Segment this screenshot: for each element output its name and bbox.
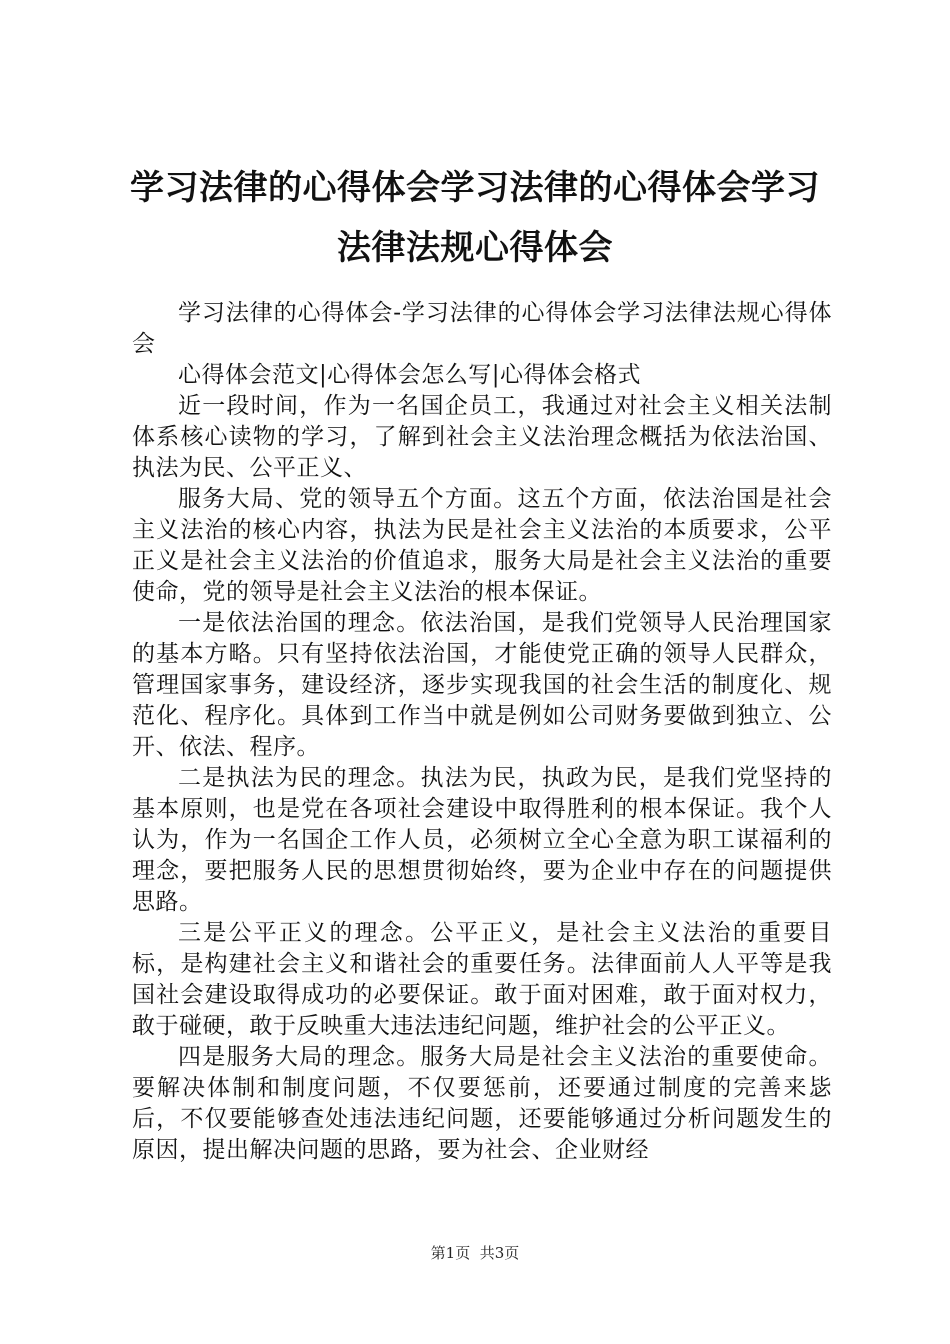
paragraph-subtitle: 学习法律的心得体会-学习法律的心得体会学习法律法规心得体会 [132,300,832,357]
page-number: 第1页 [430,1244,471,1262]
document-body [132,298,832,1166]
paragraph-overview: 服务大局、党的领导五个方面。这五个方面，依法治国是社会主义法治的核心内容，执法为民是社会主义法治的本质要求，公平正义是社会主义法治的价值追求，服务大局是社会主义法治的重要使命，党的领导是社会主义法治的根本保证。 [132,486,832,605]
page-total: 共3页 [479,1244,520,1262]
paragraph-intro: 近一段时间，作为一名国企员工，我通过对社会主义相关法制体系核心读物的学习，了解到社会主义法治理念概括为依法治国、执法为民、公平正义、 [132,393,832,481]
paragraph-point-three: 三是公平正义的理念。公平正义，是社会主义法治的重要目标，是构建社会主义和谐社会的重要任务。法律面前人人平等是我国社会建设取得成功的必要保证。敢于面对困难，敢于面对权力，敢于碰硬，敢于反映重大违法违纪问题，维护社会的公平正义。 [132,920,832,1039]
page-footer [0,1243,950,1263]
document-title: 学习法律的心得体会学习法律的心得体会学习法律法规心得体会 [130,168,820,268]
paragraph-point-two: 二是执法为民的理念。执法为民，执政为民，是我们党坚持的基本原则，也是党在各项社会建设中取得胜利的根本保证。我个人认为，作为一名国企工作人员，必须树立全心全意为职工谋福利的理念，要把服务人民的思想贯彻始终，要为企业中存在的问题提供思路。 [132,765,832,915]
paragraph-point-one: 一是依法治国的理念。依法治国，是我们党领导人民治理国家的基本方略。只有坚持依法治国，才能使党正确的领导人民群众，管理国家事务，建设经济，逐步实现我国的社会生活的制度化、规范化、程序化。具体到工作当中就是例如公司财务要做到独立、公开、依法、程序。 [132,610,832,760]
paragraph-point-four: 四是服务大局的理念。服务大局是社会主义法治的重要使命。要解决体制和制度问题，不仅要惩前，还要通过制度的完善来毖后，不仅要能够查处违法违纪问题，还要能够通过分析问题发生的原因，提出解决问题的思路，要为社会、企业财经 [132,1044,832,1163]
paragraph-tags: 心得体会范文|心得体会怎么写|心得体会格式 [178,362,641,388]
